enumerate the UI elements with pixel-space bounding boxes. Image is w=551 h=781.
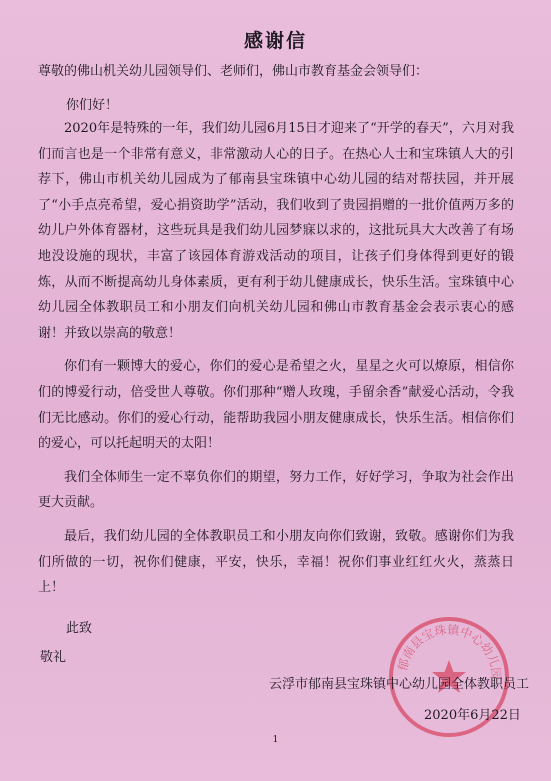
paragraph: 你们有一颗博大的爱心，你们的爱心是希望之火，星星之火可以燎原，相信你们的博爱行动，倍受世人尊敬。你们那种“赠人玫瑰，手留余香”献爱心活动，令我们无比感动。你们的爱心行动，能帮助我园小朋友健康成长，快乐生活。相信你们的爱心，可以托起明天的太阳！	[38, 359, 514, 452]
paragraph: 我们全体师生一定不辜负你们的期望，努力工作，好好学习，争取为社会作出更大贡献。	[38, 469, 514, 511]
greeting: 你们好！	[66, 98, 119, 113]
signer: 云浮市郁南县宝珠镇中心幼儿园全体教职员工	[268, 677, 529, 692]
letter-body	[38, 116, 514, 609]
salutation: 尊敬的佛山机关幼儿园领导们、老师们，佛山市教育基金会领导们：	[38, 64, 429, 79]
paragraph: 2020年是特殊的一年，我们幼儿园6月15日才迎来了“开学的春天”，六月对我们而言也是一个非常有意义，非常激动人心的日子。在热心人士和宝珠镇人大的引荐下，佛山市机关幼儿园成为了郁南县宝珠镇中心幼儿园的结对帮扶园，并开展了“小手点亮希望，爱心捐资助学”活动，我们收到了贵园捐赠的一批价值两万多的幼儿户外体育器材，这些玩具是我们幼儿园梦寐以求的，这批玩具大大改善了有场地没设施的现状，丰富了该园体育游戏活动的项目，让孩子们身体得到更好的锻炼，从而不断提高幼儿身体素质，更有利于幼儿健康成长，快乐生活。宝珠镇中心幼儿园全体教职员工和小朋友们向机关幼儿园和佛山市教育基金会表示衷心的感谢！并致以崇高的敬意！	[38, 121, 514, 341]
closing-line-1: 此致	[66, 621, 93, 636]
paragraph: 最后，我们幼儿园的全体教职员工和小朋友向你们致谢，致敬。感谢你们为我们所做的一切，祝你们健康，平安，快乐，幸福！祝你们事业红红火火，蒸蒸日上！	[38, 528, 514, 596]
letter-title: 感谢信	[243, 30, 307, 52]
closing-line-2: 敬礼	[40, 650, 67, 665]
page-number: 1	[272, 735, 279, 745]
svg-text:郁南县宝珠镇中心幼儿园: 郁南县宝珠镇中心幼儿园	[395, 622, 504, 680]
letter-date: 2020年6月22日	[424, 708, 521, 723]
